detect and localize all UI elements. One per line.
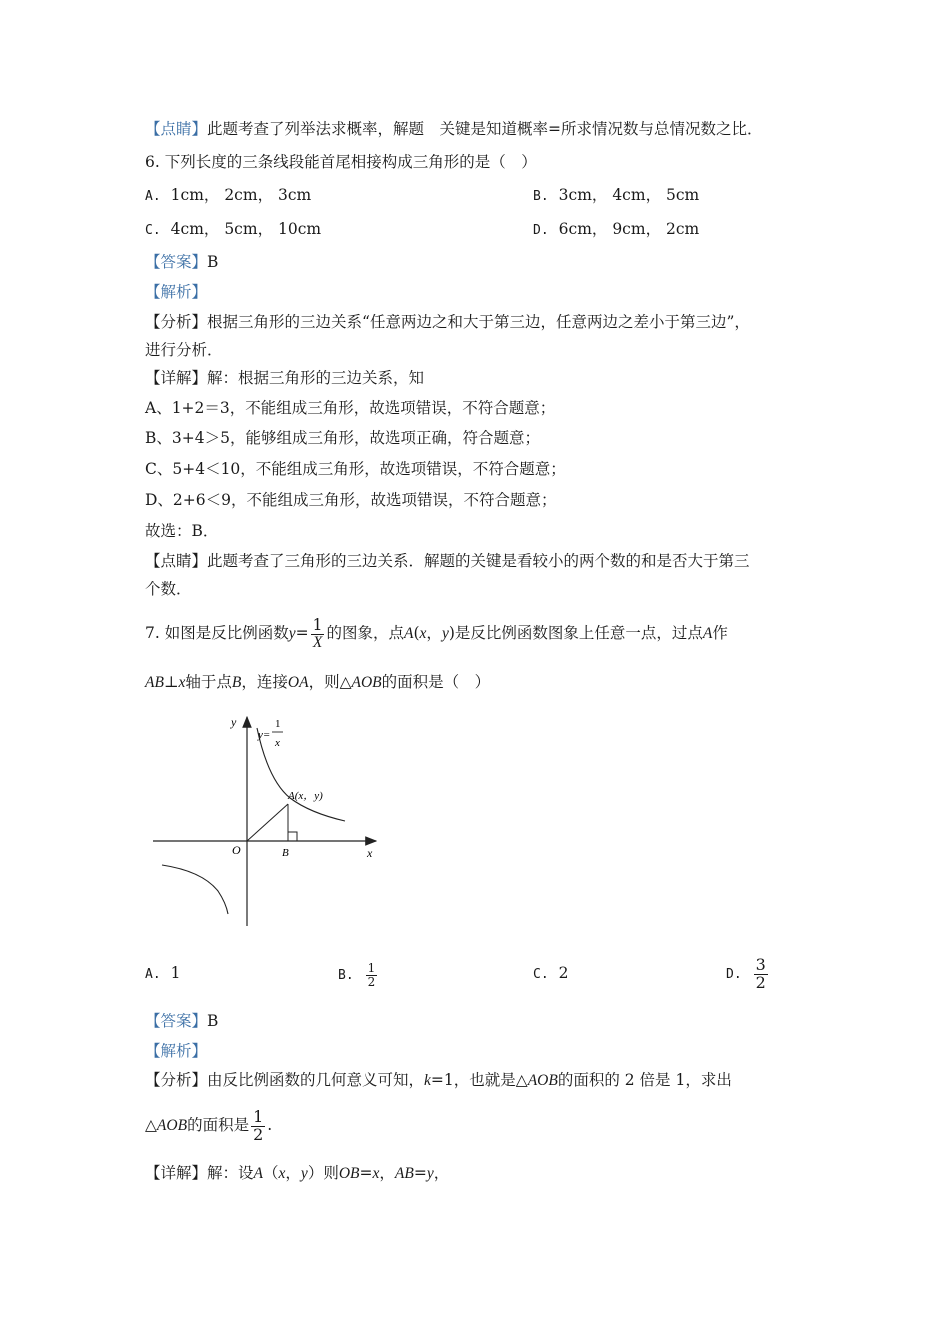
q6-option-d: D. 6cm， 9cm， 2cm xyxy=(533,220,700,238)
q6-step-d: D、2+6＜9，不能组成三角形，故选项错误，不符合题意； xyxy=(145,491,557,509)
q6-dianjing: 【点睛】此题考查了三角形的三边关系．解题的关键是看较小的两个数的和是否大于第三 xyxy=(145,552,750,570)
q7-analysis-tag: 【解析】 xyxy=(145,1042,208,1060)
q7-option-c: C. 2 xyxy=(533,964,569,982)
q6-answer: 【答案】B xyxy=(145,253,219,271)
q6-dianjing-cont: 个数． xyxy=(145,580,192,598)
q6-step-b: B、3+4＞5，能够组成三角形，故选项正确，符合题意； xyxy=(145,429,540,447)
func-num: 1 xyxy=(275,718,281,730)
q7-stem-fraction: $\frac{1}{X}$ xyxy=(312,616,323,651)
q6-conclusion: 故选：B． xyxy=(145,522,219,540)
q7-fenxi: 【分析】由反比例函数的几何意义可知，k=1，也就是△AOB的面积的 2 倍是 1，求出 xyxy=(145,1071,732,1089)
q7-stem-line1: 7. 如图是反比例函数y= $\frac{1}{X}$ 的图象，点A(x，y)是反比例函数图象上任意一点，过点A作 xyxy=(145,616,728,651)
q6-step-a: A、1+2＝3，不能组成三角形，故选项错误，不符合题意； xyxy=(145,399,556,417)
q6-fenxi: 【分析】根据三角形的三边关系“任意两边之和大于第三边，任意两边之差小于第三边”， xyxy=(145,313,750,331)
q7-option-a: A. 1 xyxy=(145,964,181,982)
q7-figure xyxy=(150,710,385,932)
dianjing-text: 此题考查了列举法求概率，解题 关键是知道概率=所求情况数与总情况数之比． xyxy=(207,120,763,138)
b-label: B xyxy=(282,847,289,859)
q7-option-b: B. $\frac{1}{2}$ xyxy=(338,960,376,989)
q6-option-a: A. 1cm， 2cm， 3cm xyxy=(145,186,312,204)
q6-xiangjie: 【详解】解：根据三角形的三边关系，知 xyxy=(145,369,425,387)
q7-xiangjie: 【详解】解：设A（x，y）则OB=x，AB=y， xyxy=(145,1164,450,1182)
q7-fenxi-cont: △AOB的面积是 $\frac{1}{2}$ . xyxy=(145,1106,273,1144)
hyperbola-branch-1 xyxy=(257,728,345,821)
right-angle-mark xyxy=(288,832,297,841)
origin-label: O xyxy=(232,843,241,857)
y-axis-label: y xyxy=(231,715,237,729)
func-y-label: y= xyxy=(258,729,271,741)
func-den: x xyxy=(275,737,280,749)
q6-step-c: C、5+4＜10，不能组成三角形，故选项错误，不符合题意； xyxy=(145,460,566,478)
q6-option-c: C. 4cm， 5cm， 10cm xyxy=(145,220,322,238)
a-label: A(x，y) xyxy=(288,790,323,802)
q6-fenxi-cont: 进行分析． xyxy=(145,341,223,359)
hyperbola-branch-2 xyxy=(162,865,228,914)
q7-answer: 【答案】B xyxy=(145,1012,219,1030)
dianjing-tag: 【点睛】 xyxy=(145,120,208,138)
q6-option-b: B. 3cm， 4cm， 5cm xyxy=(533,186,700,204)
q7-option-d: D. $\frac{3}{2}$ xyxy=(726,954,766,992)
q6-analysis-tag: 【解析】 xyxy=(145,283,208,301)
segment-oa xyxy=(247,804,288,841)
x-axis-label: x xyxy=(367,846,373,860)
q7-stem-line2: AB⊥x轴于点B，连接OA，则△AOB的面积是（ ） xyxy=(145,673,491,691)
q7-fenxi-fraction: $\frac{1}{2}$ xyxy=(253,1106,264,1144)
q5-dianjing xyxy=(145,118,763,140)
q6-stem: 6. 下列长度的三条线段能首尾相接构成三角形的是（ ） xyxy=(145,153,537,171)
